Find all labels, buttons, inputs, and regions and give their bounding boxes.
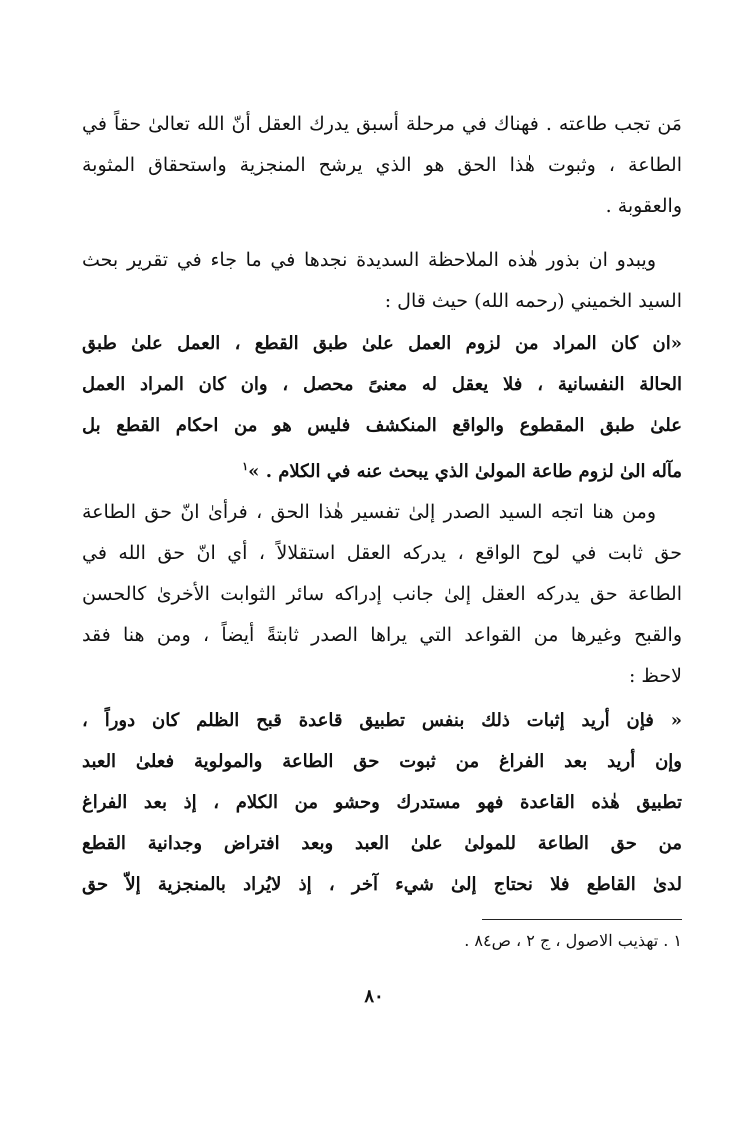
footnote: ١ . تهذيب الاصول ، ج ٢ ، ص٨٤ . <box>464 931 682 950</box>
quote-line: وإن أريد بعد الفراغ من ثبوت حق الطاعة والمولوية فعلىٰ العبد <box>82 751 682 772</box>
quote-line <box>82 446 682 487</box>
quotation-2 <box>82 700 682 905</box>
text-line: مَن تجب طاعته . فهناك في مرحلة أسبق يدرك العقل أنّ الله تعالىٰ حقاً في <box>82 113 682 135</box>
quote-line: الحالة النفسانية ، فلا يعقل له معنىً محصل ، وان كان المراد العمل <box>82 374 682 395</box>
quote-line: لدىٰ القاطع فلا نحتاج إلىٰ شيء آخر ، إذ لايُراد بالمنجزية إلاّ حق <box>82 874 682 895</box>
paragraph-3 <box>82 492 682 697</box>
text-line: الطاعة حق يدركه العقل إلىٰ جانب إدراكه سائر الثوابت الأخرىٰ كالحسن <box>82 583 682 605</box>
page-number: ٨٠ <box>364 986 384 1007</box>
text-line: الطاعة ، وثبوت هٰذا الحق هو الذي يرشح المنجزية واستحقاق المثوبة <box>82 154 682 176</box>
text-line: ويبدو ان بذور هٰذه الملاحظة السديدة نجدها في ما جاء في تقرير بحث <box>82 249 656 271</box>
text-line: ومن هنا اتجه السيد الصدر إلىٰ تفسير هٰذا الحق ، فرأىٰ انّ حق الطاعة <box>82 501 656 523</box>
quote-text: مآله الىٰ لزوم طاعة المولىٰ الذي يبحث عنه في الكلام . » <box>248 461 682 482</box>
text-line: لاحظ : <box>628 665 682 687</box>
paragraph-2 <box>82 240 682 322</box>
text-line: والقبح وغيرها من القواعد التي يراها الصدر ثابتةً أيضاً ، ومن هنا فقد <box>82 624 682 646</box>
text-line: حق ثابت في لوح الواقع ، يدركه العقل استقلالاً ، أي انّ حق الله في <box>82 542 682 564</box>
footnote-divider <box>482 919 682 920</box>
quote-line: من حق الطاعة للمولىٰ علىٰ العبد وبعد افتراض وجدانية القطع <box>82 833 682 854</box>
quote-line: علىٰ طبق المقطوع والواقع المنكشف فليس هو من احكام القطع بل <box>82 415 682 436</box>
text-line: السيد الخميني (رحمه الله) حيث قال : <box>384 290 682 312</box>
quote-line: تطبيق هٰذه القاعدة فهو مستدرك وحشو من الكلام ، إذ بعد الفراغ <box>82 792 682 813</box>
quote-line: «ان كان المراد من لزوم العمل علىٰ طبق القطع ، العمل علىٰ طبق <box>82 333 682 354</box>
footnote-reference: ١ <box>242 460 249 473</box>
paragraph-1 <box>82 104 682 227</box>
quote-line: « فإن أريد إثبات ذلك بنفس تطبيق قاعدة قبح الظلم كان دوراً ، <box>82 710 682 731</box>
text-line: والعقوبة . <box>605 195 682 217</box>
quotation-1 <box>82 323 682 487</box>
